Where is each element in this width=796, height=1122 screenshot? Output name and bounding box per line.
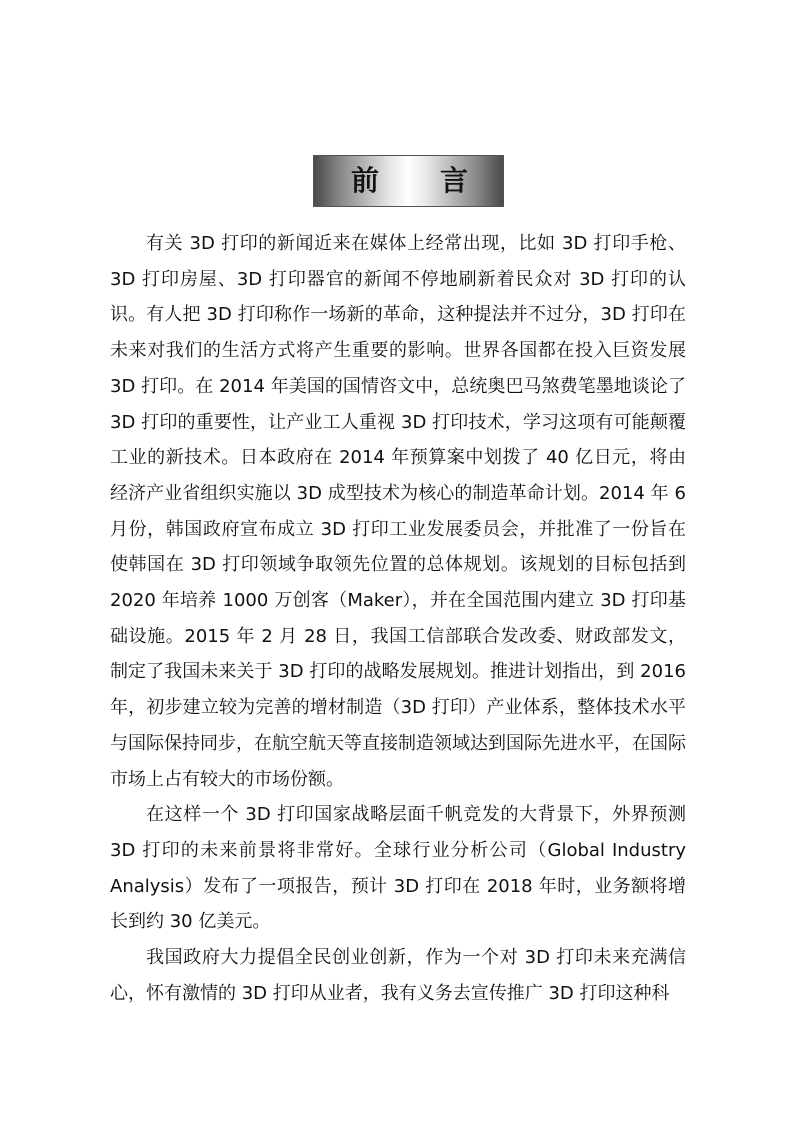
preface-body [110, 226, 686, 1011]
paragraph-3: 我国政府大力提倡全民创业创新，作为一个对 3D 打印未来充满信心，怀有激情的 3D 打印从业者，我有义务去宣传推广 3D 打印这种科 [110, 947, 686, 1004]
paragraph-1: 有关 3D 打印的新闻近来在媒体上经常出现，比如 3D 打印手枪、3D 打印房屋、3D 打印器官的新闻不停地刷新着民众对 3D 打印的认识。有人把 3D 打印称作一场新的革命，这种提法并不过分，3D 打印在未来对我们的生活方式将产生重要的影响。世界各国都在投入巨资发展 3D 打印。在 2014 年美国的国情咨文中，总统奥巴马煞费笔墨地谈论了 3D 打印的重要性，让产业工人重视 3D 打印技术，学习这项有可能颠覆工业的新技术。日本政府在 2014 年预算案中划拨了 40 亿日元，将由经济产业省组织实施以 3D 成型技术为核心的制造革命计划。2014 年 6 月份，韩国政府宣布成立 3D 打印工业发展委员会，并批准了一份旨在使韩国在 3D 打印领域争取领先位置的总体规划。该规划的目标包括到 2020 年培养 1000 万创客（Maker），并在全国范围内建立 3D 打印基础设施。2015 年 2 月 28 日，我国工信部联合发改委、财政部发文，制定了我国未来关于 3D 打印的战略发展规划。推进计划指出，到 2016 年，初步建立较为完善的增材制造（3D 打印）产业体系，整体技术水平与国际保持同步，在航空航天等直接制造领域达到国际先进水平，在国际市场上占有较大的市场份额。 [110, 233, 686, 790]
paragraph-2: 在这样一个 3D 打印国家战略层面千帆竞发的大背景下，外界预测 3D 打印的未来前景将非常好。全球行业分析公司（Global Industry Analysis）发布了一项报告，预计 3D 打印在 2018 年时，业务额将增长到约 30 亿美元。 [110, 804, 686, 933]
preface-title-banner [313, 155, 504, 207]
title-char-2: 言 [440, 164, 469, 197]
title-char-1: 前 [351, 164, 380, 197]
